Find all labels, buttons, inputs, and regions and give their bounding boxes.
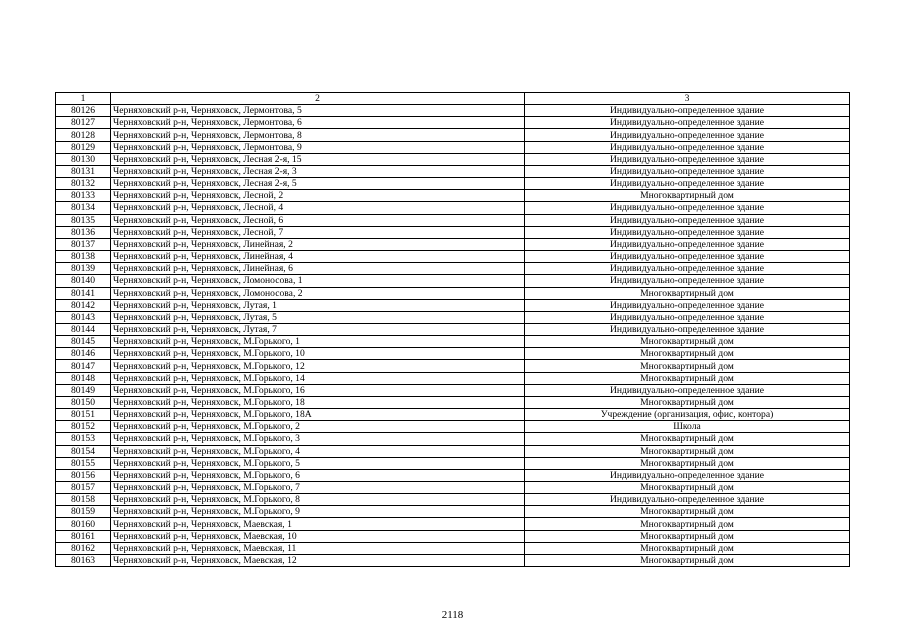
column-header-3: 3 bbox=[525, 93, 850, 105]
table-row bbox=[56, 263, 850, 275]
record-number-cell: 80142 bbox=[56, 299, 111, 311]
table-row bbox=[56, 409, 850, 421]
object-type-cell: Многоквартирный дом bbox=[525, 396, 850, 408]
object-type-cell: Многоквартирный дом bbox=[525, 518, 850, 530]
object-type-cell: Многоквартирный дом bbox=[525, 530, 850, 542]
table-row bbox=[56, 141, 850, 153]
object-type-cell: Многоквартирный дом bbox=[525, 336, 850, 348]
table-row bbox=[56, 482, 850, 494]
object-type-cell: Индивидуально-определенное здание bbox=[525, 469, 850, 481]
table-row bbox=[56, 105, 850, 117]
record-number-cell: 80149 bbox=[56, 384, 111, 396]
address-cell: Черняховский р-н, Черняховск, М.Горького, 7 bbox=[111, 482, 525, 494]
record-number-cell: 80154 bbox=[56, 445, 111, 457]
table-row bbox=[56, 494, 850, 506]
record-number-cell: 80156 bbox=[56, 469, 111, 481]
table-row bbox=[56, 348, 850, 360]
address-cell: Черняховский р-н, Черняховск, М.Горького, 18 bbox=[111, 396, 525, 408]
record-number-cell: 80128 bbox=[56, 129, 111, 141]
table-row bbox=[56, 129, 850, 141]
object-type-cell: Многоквартирный дом bbox=[525, 445, 850, 457]
table-row bbox=[56, 287, 850, 299]
table-row bbox=[56, 336, 850, 348]
object-type-cell: Индивидуально-определенное здание bbox=[525, 238, 850, 250]
address-cell: Черняховский р-н, Черняховск, М.Горького, 18А bbox=[111, 409, 525, 421]
table-row bbox=[56, 396, 850, 408]
record-number-cell: 80143 bbox=[56, 311, 111, 323]
object-type-cell: Многоквартирный дом bbox=[525, 287, 850, 299]
record-number-cell: 80133 bbox=[56, 190, 111, 202]
table-row bbox=[56, 323, 850, 335]
table-row bbox=[56, 469, 850, 481]
address-cell: Черняховский р-н, Черняховск, Ломоносова, 2 bbox=[111, 287, 525, 299]
object-type-cell: Многоквартирный дом bbox=[525, 554, 850, 566]
object-type-cell: Индивидуально-определенное здание bbox=[525, 323, 850, 335]
table-row bbox=[56, 457, 850, 469]
table-row bbox=[56, 251, 850, 263]
table-row bbox=[56, 275, 850, 287]
record-number-cell: 80159 bbox=[56, 506, 111, 518]
registry-table bbox=[55, 92, 850, 567]
table-row bbox=[56, 214, 850, 226]
record-number-cell: 80135 bbox=[56, 214, 111, 226]
record-number-cell: 80148 bbox=[56, 372, 111, 384]
address-cell: Черняховский р-н, Черняховск, Линейная, 2 bbox=[111, 238, 525, 250]
address-cell: Черняховский р-н, Черняховск, Лермонтова, 6 bbox=[111, 117, 525, 129]
table-body bbox=[56, 105, 850, 567]
object-type-cell: Индивидуально-определенное здание bbox=[525, 153, 850, 165]
table-row bbox=[56, 190, 850, 202]
object-type-cell: Учреждение (организация, офис, контора) bbox=[525, 409, 850, 421]
object-type-cell: Индивидуально-определенное здание bbox=[525, 494, 850, 506]
object-type-cell: Многоквартирный дом bbox=[525, 457, 850, 469]
address-cell: Черняховский р-н, Черняховск, М.Горького, 14 bbox=[111, 372, 525, 384]
record-number-cell: 80141 bbox=[56, 287, 111, 299]
address-cell: Черняховский р-н, Черняховск, М.Горького, 3 bbox=[111, 433, 525, 445]
table-row bbox=[56, 226, 850, 238]
record-number-cell: 80155 bbox=[56, 457, 111, 469]
address-cell: Черняховский р-н, Черняховск, Лермонтова, 8 bbox=[111, 129, 525, 141]
table-row bbox=[56, 518, 850, 530]
record-number-cell: 80131 bbox=[56, 165, 111, 177]
address-cell: Черняховский р-н, Черняховск, Лутая, 1 bbox=[111, 299, 525, 311]
object-type-cell: Многоквартирный дом bbox=[525, 506, 850, 518]
object-type-cell: Индивидуально-определенное здание bbox=[525, 311, 850, 323]
table-row bbox=[56, 445, 850, 457]
table-row bbox=[56, 165, 850, 177]
table-row bbox=[56, 421, 850, 433]
table-row bbox=[56, 238, 850, 250]
address-cell: Черняховский р-н, Черняховск, Лутая, 5 bbox=[111, 311, 525, 323]
object-type-cell: Многоквартирный дом bbox=[525, 190, 850, 202]
object-type-cell: Многоквартирный дом bbox=[525, 348, 850, 360]
table-row bbox=[56, 530, 850, 542]
table-row bbox=[56, 506, 850, 518]
object-type-cell: Индивидуально-определенное здание bbox=[525, 299, 850, 311]
record-number-cell: 80152 bbox=[56, 421, 111, 433]
address-cell: Черняховский р-н, Черняховск, М.Горького, 9 bbox=[111, 506, 525, 518]
object-type-cell: Индивидуально-определенное здание bbox=[525, 178, 850, 190]
address-cell: Черняховский р-н, Черняховск, Лесная 2-я, 5 bbox=[111, 178, 525, 190]
address-cell: Черняховский р-н, Черняховск, Лутая, 7 bbox=[111, 323, 525, 335]
record-number-cell: 80153 bbox=[56, 433, 111, 445]
record-number-cell: 80144 bbox=[56, 323, 111, 335]
table-row bbox=[56, 299, 850, 311]
object-type-cell: Индивидуально-определенное здание bbox=[525, 251, 850, 263]
record-number-cell: 80132 bbox=[56, 178, 111, 190]
address-cell: Черняховский р-н, Черняховск, Лермонтова, 9 bbox=[111, 141, 525, 153]
object-type-cell: Индивидуально-определенное здание bbox=[525, 141, 850, 153]
object-type-cell: Индивидуально-определенное здание bbox=[525, 129, 850, 141]
record-number-cell: 80160 bbox=[56, 518, 111, 530]
object-type-cell: Индивидуально-определенное здание bbox=[525, 214, 850, 226]
address-cell: Черняховский р-н, Черняховск, Лесной, 2 bbox=[111, 190, 525, 202]
address-cell: Черняховский р-н, Черняховск, Лесная 2-я, 15 bbox=[111, 153, 525, 165]
address-cell: Черняховский р-н, Черняховск, Маевская, 1 bbox=[111, 518, 525, 530]
table-row bbox=[56, 311, 850, 323]
address-cell: Черняховский р-н, Черняховск, Лесной, 6 bbox=[111, 214, 525, 226]
record-number-cell: 80126 bbox=[56, 105, 111, 117]
table-row bbox=[56, 117, 850, 129]
table-row bbox=[56, 554, 850, 566]
object-type-cell: Многоквартирный дом bbox=[525, 372, 850, 384]
record-number-cell: 80134 bbox=[56, 202, 111, 214]
address-cell: Черняховский р-н, Черняховск, М.Горького, 6 bbox=[111, 469, 525, 481]
table-row bbox=[56, 542, 850, 554]
address-cell: Черняховский р-н, Черняховск, М.Горького, 12 bbox=[111, 360, 525, 372]
record-number-cell: 80145 bbox=[56, 336, 111, 348]
record-number-cell: 80136 bbox=[56, 226, 111, 238]
object-type-cell: Индивидуально-определенное здание bbox=[525, 165, 850, 177]
object-type-cell: Индивидуально-определенное здание bbox=[525, 117, 850, 129]
record-number-cell: 80138 bbox=[56, 251, 111, 263]
address-cell: Черняховский р-н, Черняховск, Маевская, 10 bbox=[111, 530, 525, 542]
table-row bbox=[56, 360, 850, 372]
address-cell: Черняховский р-н, Черняховск, Линейная, 4 bbox=[111, 251, 525, 263]
address-cell: Черняховский р-н, Черняховск, Маевская, 11 bbox=[111, 542, 525, 554]
record-number-cell: 80147 bbox=[56, 360, 111, 372]
object-type-cell: Индивидуально-определенное здание bbox=[525, 263, 850, 275]
record-number-cell: 80158 bbox=[56, 494, 111, 506]
record-number-cell: 80161 bbox=[56, 530, 111, 542]
table-row bbox=[56, 384, 850, 396]
record-number-cell: 80151 bbox=[56, 409, 111, 421]
address-cell: Черняховский р-н, Черняховск, М.Горького, 5 bbox=[111, 457, 525, 469]
address-cell: Черняховский р-н, Черняховск, Лесная 2-я, 3 bbox=[111, 165, 525, 177]
table-header-row bbox=[56, 93, 850, 105]
record-number-cell: 80137 bbox=[56, 238, 111, 250]
record-number-cell: 80150 bbox=[56, 396, 111, 408]
object-type-cell: Многоквартирный дом bbox=[525, 433, 850, 445]
address-cell: Черняховский р-н, Черняховск, Линейная, 6 bbox=[111, 263, 525, 275]
object-type-cell: Многоквартирный дом bbox=[525, 482, 850, 494]
address-cell: Черняховский р-н, Черняховск, М.Горького, 4 bbox=[111, 445, 525, 457]
record-number-cell: 80130 bbox=[56, 153, 111, 165]
object-type-cell: Школа bbox=[525, 421, 850, 433]
table-row bbox=[56, 372, 850, 384]
address-cell: Черняховский р-н, Черняховск, Лесной, 4 bbox=[111, 202, 525, 214]
record-number-cell: 80127 bbox=[56, 117, 111, 129]
object-type-cell: Индивидуально-определенное здание bbox=[525, 105, 850, 117]
record-number-cell: 80157 bbox=[56, 482, 111, 494]
record-number-cell: 80140 bbox=[56, 275, 111, 287]
table-row bbox=[56, 153, 850, 165]
table-row bbox=[56, 202, 850, 214]
record-number-cell: 80139 bbox=[56, 263, 111, 275]
object-type-cell: Индивидуально-определенное здание bbox=[525, 384, 850, 396]
object-type-cell: Индивидуально-определенное здание bbox=[525, 275, 850, 287]
address-cell: Черняховский р-н, Черняховск, Лесной, 7 bbox=[111, 226, 525, 238]
column-header-1: 1 bbox=[56, 93, 111, 105]
address-cell: Черняховский р-н, Черняховск, М.Горького, 8 bbox=[111, 494, 525, 506]
address-cell: Черняховский р-н, Черняховск, М.Горького, 1 bbox=[111, 336, 525, 348]
record-number-cell: 80146 bbox=[56, 348, 111, 360]
record-number-cell: 80129 bbox=[56, 141, 111, 153]
address-cell: Черняховский р-н, Черняховск, М.Горького, 16 bbox=[111, 384, 525, 396]
address-cell: Черняховский р-н, Черняховск, Ломоносова, 1 bbox=[111, 275, 525, 287]
object-type-cell: Многоквартирный дом bbox=[525, 360, 850, 372]
table-row bbox=[56, 433, 850, 445]
page-number: 2118 bbox=[441, 609, 464, 621]
address-cell: Черняховский р-н, Черняховск, Лермонтова, 5 bbox=[111, 105, 525, 117]
object-type-cell: Индивидуально-определенное здание bbox=[525, 226, 850, 238]
address-cell: Черняховский р-н, Черняховск, М.Горького, 10 bbox=[111, 348, 525, 360]
object-type-cell: Индивидуально-определенное здание bbox=[525, 202, 850, 214]
address-cell: Черняховский р-н, Черняховск, Маевская, 12 bbox=[111, 554, 525, 566]
address-cell: Черняховский р-н, Черняховск, М.Горького, 2 bbox=[111, 421, 525, 433]
object-type-cell: Многоквартирный дом bbox=[525, 542, 850, 554]
table-row bbox=[56, 178, 850, 190]
column-header-2: 2 bbox=[111, 93, 525, 105]
record-number-cell: 80162 bbox=[56, 542, 111, 554]
record-number-cell: 80163 bbox=[56, 554, 111, 566]
